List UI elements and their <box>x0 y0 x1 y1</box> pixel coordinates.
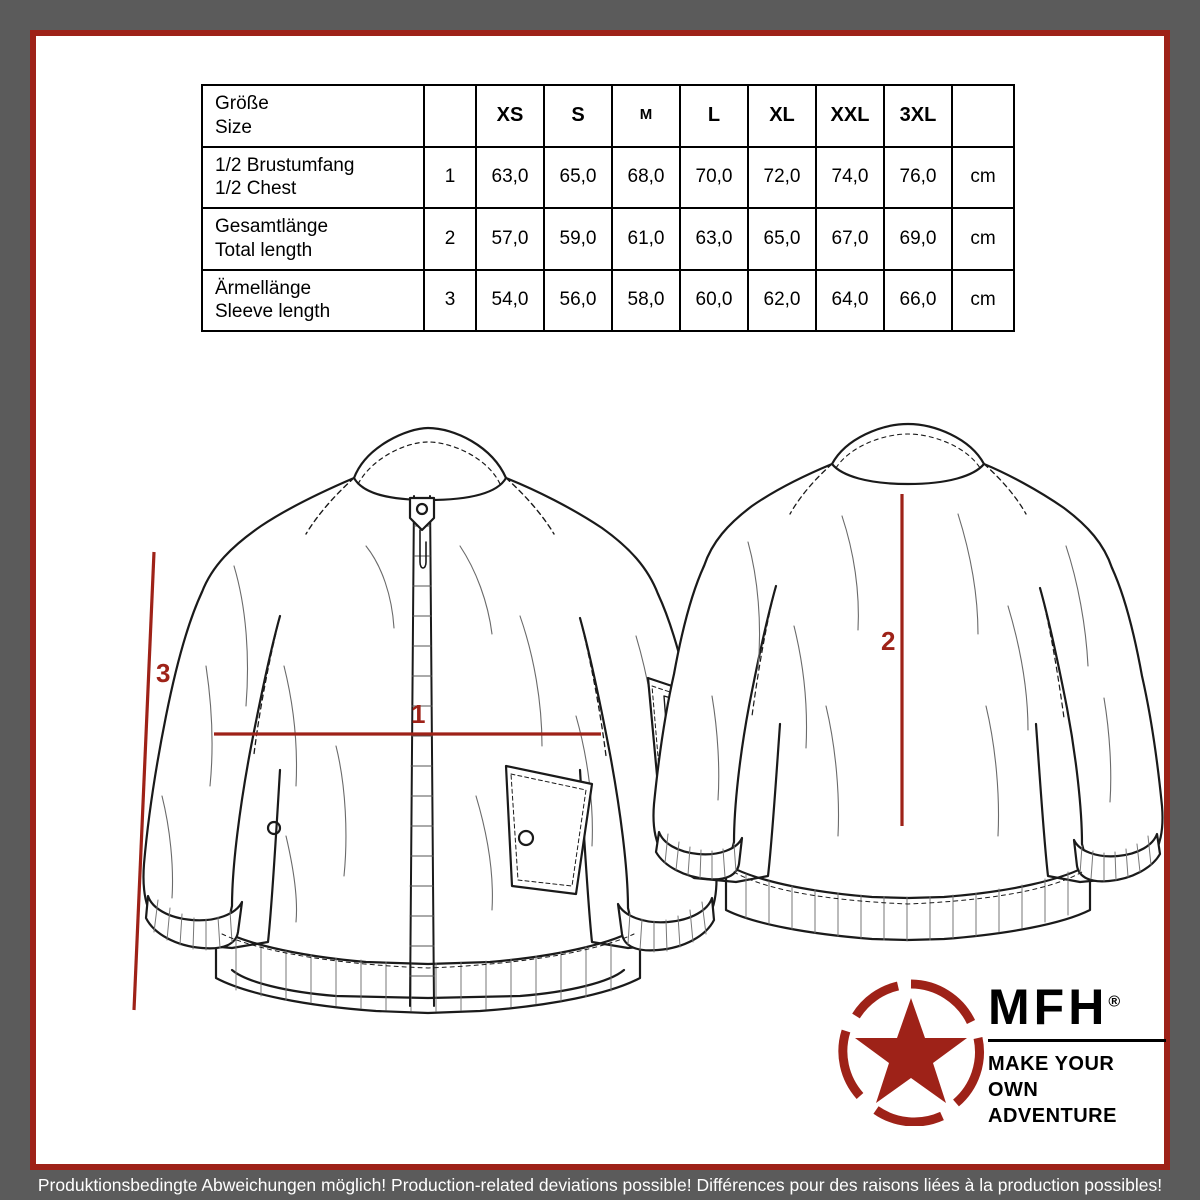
cell-length-xxl: 67,0 <box>816 208 884 270</box>
cell-length-m: 61,0 <box>612 208 680 270</box>
table-row <box>202 147 1014 209</box>
brand-text-block <box>988 979 1168 1129</box>
cell-length-l: 63,0 <box>680 208 748 270</box>
cell-chest-unit: cm <box>952 147 1014 209</box>
cell-sleeve-s: 56,0 <box>544 270 612 332</box>
header-unit-cell <box>952 85 1014 147</box>
cell-sleeve-xl: 62,0 <box>748 270 816 332</box>
brand-name <box>988 979 1168 1035</box>
cell-sleeve-3xl: 66,0 <box>884 270 952 332</box>
cell-sleeve-xs: 54,0 <box>476 270 544 332</box>
header-index-cell <box>424 85 476 147</box>
table-row <box>202 270 1014 332</box>
row-label-sleeve-de: Ärmellänge <box>215 277 312 299</box>
row-label-sleeve-en: Sleeve length <box>215 301 331 323</box>
brand-tagline <box>988 1051 1168 1129</box>
row-index-length: 2 <box>424 208 476 270</box>
star-icon <box>836 976 986 1126</box>
header-size-xs: XS <box>476 85 544 147</box>
brand-logo <box>836 976 1166 1151</box>
logo-divider <box>988 1039 1166 1042</box>
row-label-length-en: Total length <box>215 239 313 261</box>
cell-chest-s: 65,0 <box>544 147 612 209</box>
cell-length-unit: cm <box>952 208 1014 270</box>
row-label-chest-de: 1/2 Brustumfang <box>215 154 355 176</box>
jacket-front-view <box>144 428 717 1066</box>
cell-chest-xl: 72,0 <box>748 147 816 209</box>
header-size-3xl: 3XL <box>884 85 952 147</box>
drawing-canvas <box>36 36 1164 1164</box>
row-index-sleeve: 3 <box>424 270 476 332</box>
jacket-back-view <box>653 424 1162 941</box>
row-label-sleeve <box>202 270 424 332</box>
header-size-label-de: Größe <box>215 93 269 114</box>
brand-tagline-line1: MAKE YOUR OWN <box>988 1053 1115 1101</box>
jacket-technical-drawing <box>36 366 1164 1066</box>
cell-sleeve-m: 58,0 <box>612 270 680 332</box>
cell-sleeve-xxl: 64,0 <box>816 270 884 332</box>
cell-length-s: 59,0 <box>544 208 612 270</box>
cell-chest-xxl: 74,0 <box>816 147 884 209</box>
footer-disclaimer-text: Produktionsbedingte Abweichungen möglich! Production-related deviations possible! Différences pour des raisons liées à la production possibles! <box>37 1174 1163 1195</box>
header-size-m: M <box>612 85 680 147</box>
header-size-xxl: XXL <box>816 85 884 147</box>
header-size-label <box>202 85 424 147</box>
cell-chest-l: 70,0 <box>680 147 748 209</box>
table-header-row <box>202 85 1014 147</box>
cell-length-xs: 57,0 <box>476 208 544 270</box>
brand-tagline-line2: ADVENTURE <box>988 1105 1117 1127</box>
header-size-label-en: Size <box>215 116 252 138</box>
cell-sleeve-unit: cm <box>952 270 1014 332</box>
header-size-s: S <box>544 85 612 147</box>
footer-disclaimer <box>30 1170 1170 1200</box>
cell-chest-3xl: 76,0 <box>884 147 952 209</box>
cell-length-3xl: 69,0 <box>884 208 952 270</box>
sleeve-measure-label: 3 <box>156 658 171 688</box>
content-frame <box>30 30 1170 1170</box>
cell-sleeve-l: 60,0 <box>680 270 748 332</box>
row-label-chest <box>202 147 424 209</box>
jacket-illustration-svg <box>36 366 1164 1066</box>
row-label-length-de: Gesamtlänge <box>215 216 329 237</box>
row-index-chest: 1 <box>424 147 476 209</box>
table-row <box>202 208 1014 270</box>
sleeve-measure-line <box>134 552 154 1010</box>
cell-length-xl: 65,0 <box>748 208 816 270</box>
length-measure-label: 2 <box>881 626 896 656</box>
cell-chest-xs: 63,0 <box>476 147 544 209</box>
header-size-l: L <box>680 85 748 147</box>
header-size-xl: XL <box>748 85 816 147</box>
row-label-chest-en: 1/2 Chest <box>215 178 297 200</box>
cell-chest-m: 68,0 <box>612 147 680 209</box>
chest-measure-label: 1 <box>411 699 426 729</box>
brand-name-text: MFH <box>988 979 1109 1035</box>
registered-mark: ® <box>1108 993 1121 1011</box>
size-table-container <box>201 84 996 332</box>
size-table <box>201 84 1015 332</box>
row-label-length <box>202 208 424 270</box>
